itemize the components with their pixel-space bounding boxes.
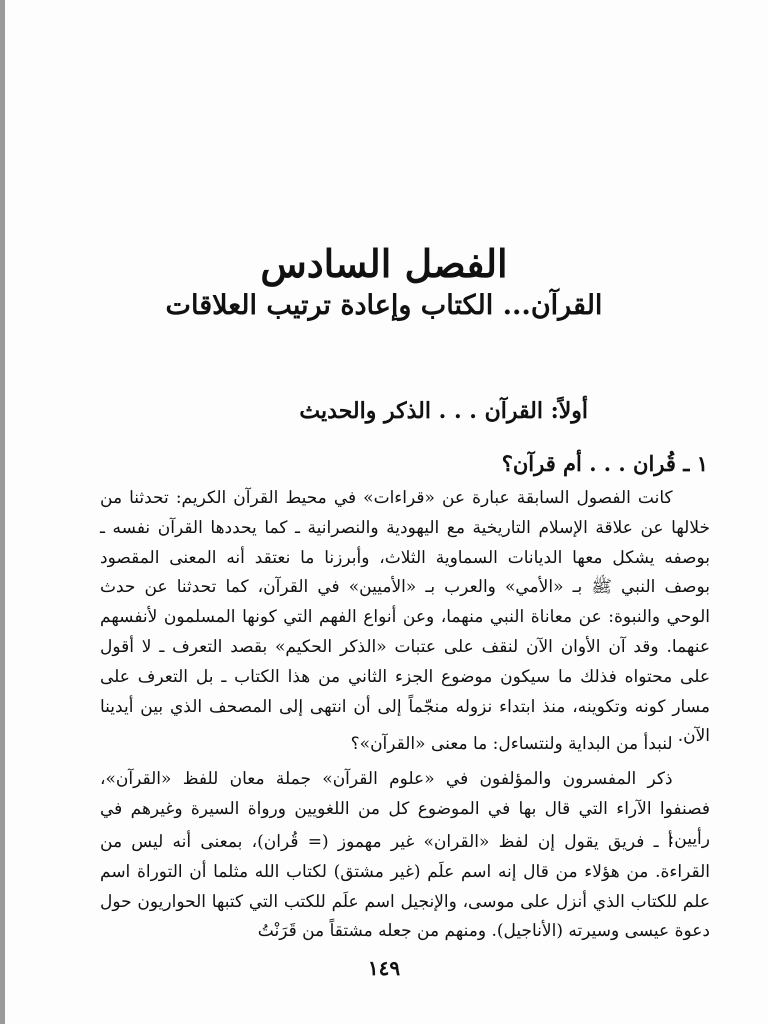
paragraph-first-opinion: أ ـ فريق يقول إن لفظ «القران» غير مهموز (= قُران)، بمعنى أنه ليس من القراءة. من هؤلاء من قال إنه اسم علَم (غير مشتق) لكتاب الله مثلما أن التوراة اسم علم للكتاب الذي أنزل على موسى، والإنجيل اسم علَم للكتب التي كتبها الحواريون حول دعوة عيسى وسيرته (الأناجيل). ومنهم من جعله مشتقاً من قَرَنْتُ — [100, 832, 710, 942]
paragraph-question: لنبدأ من البداية ولنتساءل: ما معنى «القرآن»؟ — [350, 734, 673, 754]
paragraph-intro: كانت الفصول السابقة عبارة عن «قراءات» في محيط القرآن الكريم: تحدثنا من خلالها عن علاقة الإسلام التاريخية مع اليهودية والنصرانية ـ كما يحددها القرآن نفسه ـ بوصفه يشكل معها الديانات السماوية الثلاث، وأبرزنا ما نعتقد أنه المعنى المقصود بوصف النبي ﷺ بـ «الأمي» والعرب بـ «الأميين» في القرآن، كما تحدثنا عن حدث الوحي والنبوة: عن معاناة النبي منهما، وعن أنواع الفهم التي كونها المسلمون لأنفسهم عنهما. وقد آن الأوان الآن لنقف على عتبات «الذكر الحكيم» بقصد التعرف ـ لا أقول على محتواه فذلك ما سيكون موضوع الجزء الثاني من هذا الكتاب ـ بل التعرف على مسار كونه وتكوينه، منذ ابتداء نزوله منجّماً إلى أن انتهى إلى المصحف الذي بين أيدينا الآن. — [100, 488, 710, 747]
page-number: ١٤٩ — [367, 956, 401, 980]
chapter-title: الفصل السادس — [260, 241, 508, 286]
sub-heading: ١ ـ قُران . . . أم قرآن؟ — [501, 451, 708, 476]
paragraph-meanings: ذكر المفسرون والمؤلفون في «علوم القرآن» جملة معان للفظ «القرآن»، فصنفوا الآراء التي قال بها في الموضوع كل من اللغويين ورواة السيرة وغيرهم في رأيين: — [100, 769, 710, 849]
page-edge-shadow — [0, 0, 5, 1024]
chapter-subtitle: القرآن... الكتاب وإعادة ترتيب العلاقات — [165, 290, 603, 321]
section-heading: أولاً: القرآن . . . الذكر والحديث — [299, 398, 588, 424]
